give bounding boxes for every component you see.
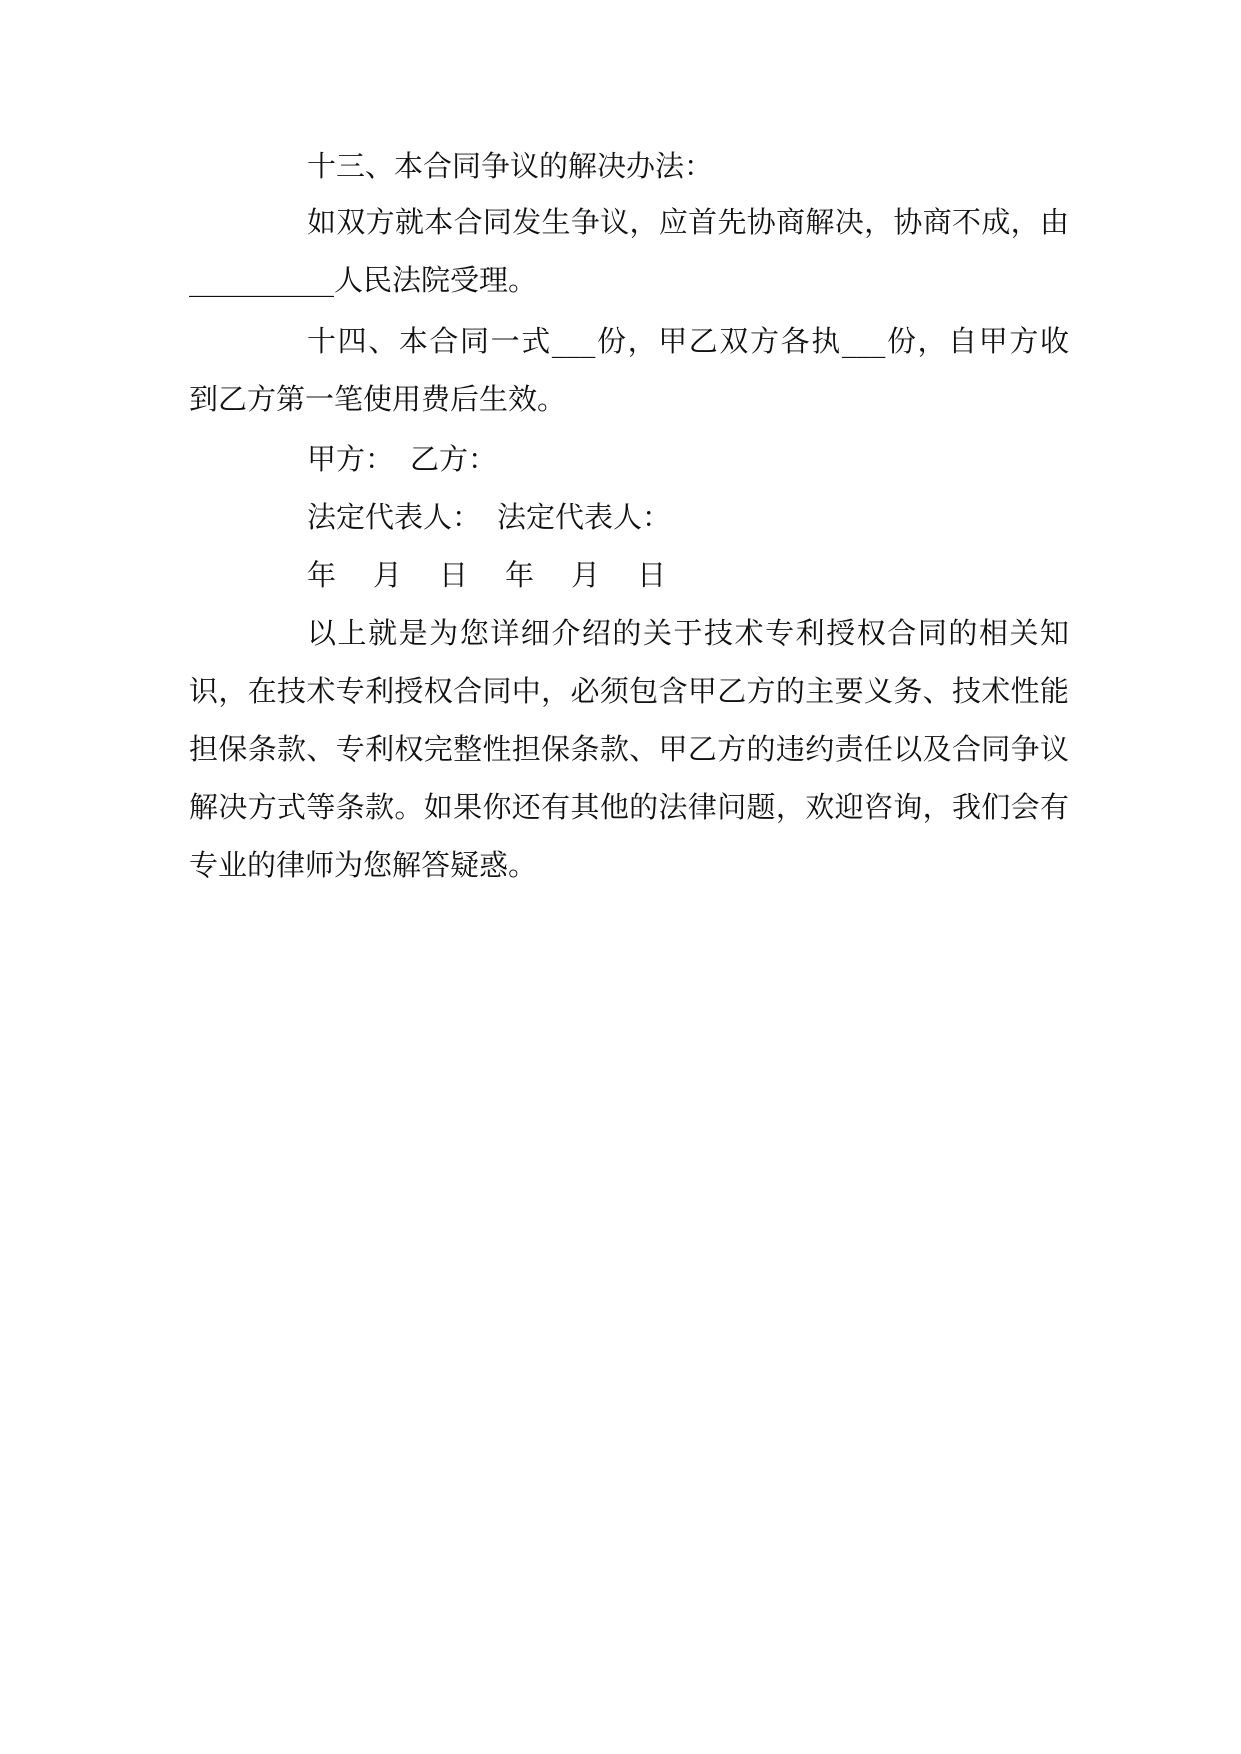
text-line: 专业的律师为您解答疑惑。	[189, 848, 538, 882]
text-line: __________人民法院受理。	[189, 263, 538, 297]
date-year-b: 年	[505, 558, 535, 592]
summary-paragraph	[189, 600, 1069, 898]
date-row	[307, 542, 687, 608]
text-line: 如双方就本合同发生争议，应首先协商解决，协商不成，由	[307, 205, 1069, 239]
text-line: 识，在技术专利授权合同中，必须包含甲乙方的主要义务、技术性能	[189, 674, 1069, 708]
party-signature-row	[307, 426, 497, 492]
text-line: 十四、本合同一式___份，甲乙双方各执___份，自甲方收	[307, 324, 1069, 358]
date-day-a: 日	[439, 558, 469, 592]
date-year-a: 年	[307, 558, 337, 592]
clause-14-body	[189, 308, 1069, 432]
text-line: 到乙方第一笔使用费后生效。	[189, 382, 567, 416]
text-line: 十三、本合同争议的解决办法：	[307, 149, 714, 183]
rep-a-label: 法定代表人：	[307, 500, 482, 534]
date-month-b: 月	[571, 558, 601, 592]
date-month-a: 月	[373, 558, 403, 592]
text-line: 以上就是为您详细介绍的关于技术专利授权合同的相关知	[307, 616, 1069, 650]
rep-b-label: 法定代表人：	[497, 500, 672, 534]
clause-13-body	[189, 189, 1069, 313]
text-line: 解决方式等条款。如果你还有其他的法律问题，欢迎咨询，我们会有	[189, 790, 1069, 824]
representative-row	[307, 484, 671, 550]
party-b-label: 乙方：	[410, 442, 498, 476]
party-a-label: 甲方：	[307, 442, 395, 476]
text-line: 担保条款、专利权完整性担保条款、甲乙方的违约责任以及合同争议	[189, 732, 1069, 766]
date-day-b: 日	[637, 558, 667, 592]
